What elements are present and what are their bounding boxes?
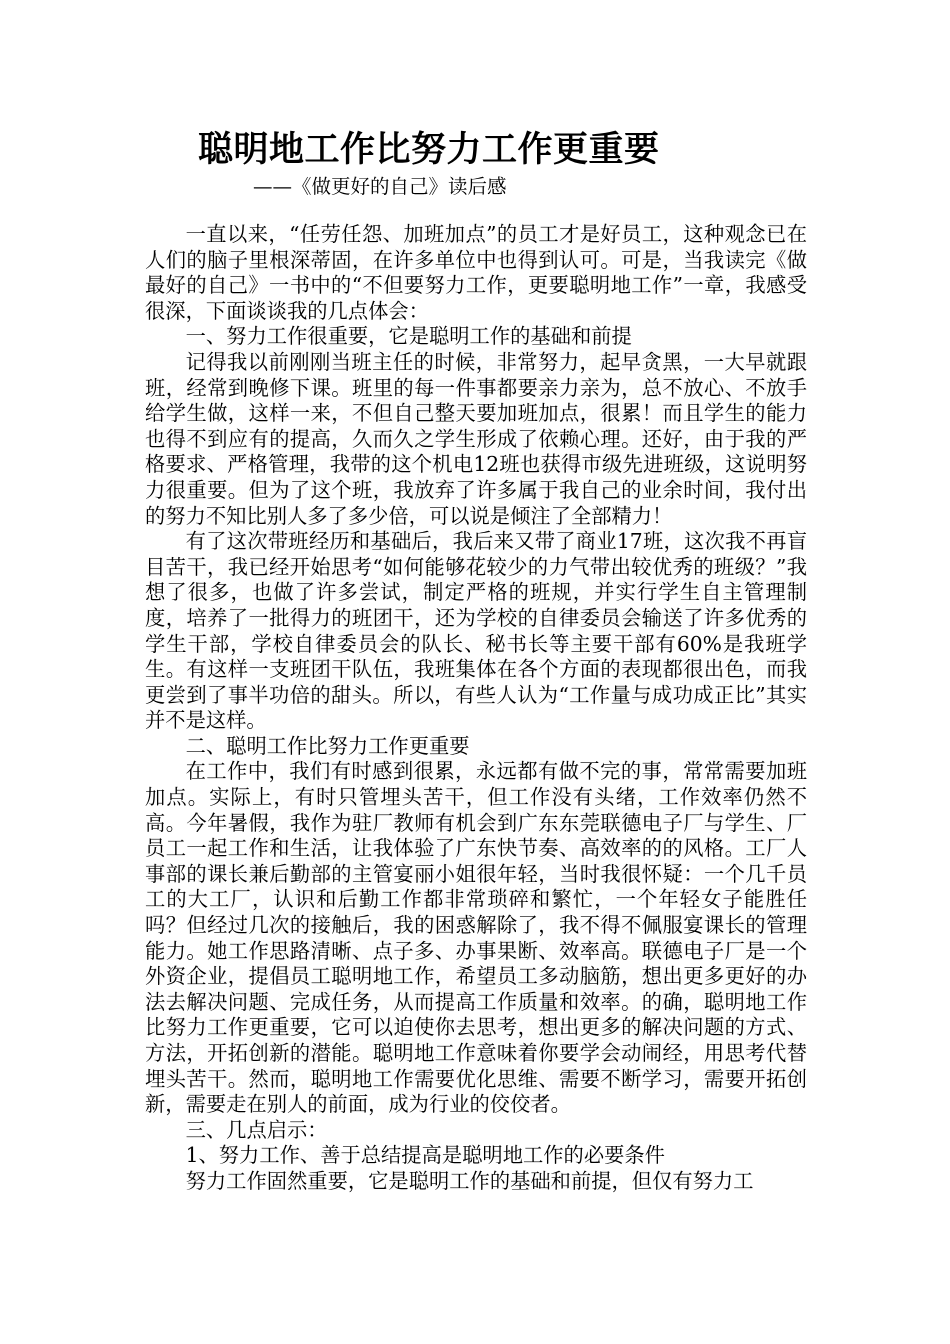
paragraph: 努力工作固然重要，它是聪明工作的基础和前提，但仅有努力工 bbox=[185, 1168, 754, 1193]
paragraph: 在工作中，我们有时感到很累，永远都有做不完的事，常常需要加班加点。实际上，有时只管埋头苦干，但工作没有头绪，工作效率仍然不高。今年暑假，我作为驻厂教师有机会到广东东莞联德电子厂与学生、厂员工一起工作和生活，让我体验了广东快节奏、高效率的的风格。工厂人事部的课长兼后勤部的主管宴丽小姐很年轻，当时我很怀疑：一个几千员工的大工厂，认识和后勤工作都非常琐碎和繁忙，一个年轻女子能胜任吗？但经过几次的接触后，我的困惑解除了，我不得不佩服宴课长的管理能力。她工作思路清晰、点子多、办事果断、效率高。联德电子厂是一个外资企业，提倡员工聪明地工作，希望员工多动脑筋，想出更多更好的办法去解决问题、完成任务，从而提高工作质量和效率。的确，聪明地工作比努力工作更重要，它可以迫使你去思考，想出更多的解决问题的方式、方法，开拓创新的潜能。聪明地工作意味着你要学会动闹经，用思考代替埋头苦干。然而，聪明地工作需要优化思维、需要不断学习，需要开拓创新，需要走在别人的前面，成为行业的佼佼者。 bbox=[145, 759, 807, 1117]
section-heading-1: 一、努力工作很重要，它是聪明工作的基础和前提 bbox=[185, 324, 632, 349]
section-heading-3: 三、几点启示： bbox=[185, 1117, 328, 1142]
paragraph-intro: 一直以来，“任劳任怨、加班加点”的员工才是好员工，这种观念已在人们的脑子里根深蒂固，在许多单位中也得到认可。可是，当我读完《做最好的自己》一书中的“不但要努力工作，更要聪明地工作”一章，我感受很深，下面谈谈我的几点体会： bbox=[145, 222, 807, 323]
document-body bbox=[145, 222, 807, 1195]
subsection-heading-1: 1、努力工作、善于总结提高是聪明地工作的必要条件 bbox=[185, 1143, 665, 1168]
paragraph: 有了这次带班经历和基础后，我后来又带了商业17班，这次我不再盲目苦干，我已经开始思考“如何能够花较少的力气带出较优秀的班级？”我想了很多，也做了许多尝试，制定严格的班规，并实行学生自主管理制度，培养了一批得力的班团干，还为学校的自律委员会输送了许多优秀的学生干部，学校自律委员会的队长、秘书长等主要干部有60%是我班学生。有这样一支班团干队伍，我班集体在各个方面的表现都很出色，而我更尝到了事半功倍的甜头。所以，有些人认为“工作量与成功成正比”其实并不是这样。 bbox=[145, 529, 807, 733]
section-heading-2: 二、聪明工作比努力工作更重要 bbox=[185, 733, 470, 758]
paragraph: 记得我以前刚刚当班主任的时候，非常努力，起早贪黑，一大早就跟班，经常到晚修下课。班里的每一件事都要亲力亲为，总不放心、不放手给学生做，这样一来，不但自己整天要加班加点，很累！而且学生的能力也得不到应有的提高，久而久之学生形成了依赖心理。还好，由于我的严格要求、严格管理，我带的这个机电12班也获得市级先进班级，这说明努力很重要。但为了这个班，我放弃了许多属于我自己的业余时间，我付出的努力不知比别人多了多少倍，可以说是倾注了全部精力！ bbox=[145, 349, 807, 528]
document-title: 聪明地工作比努力工作更重要 bbox=[198, 129, 660, 170]
document-subtitle: ——《做更好的自己》读后感 bbox=[253, 175, 507, 198]
